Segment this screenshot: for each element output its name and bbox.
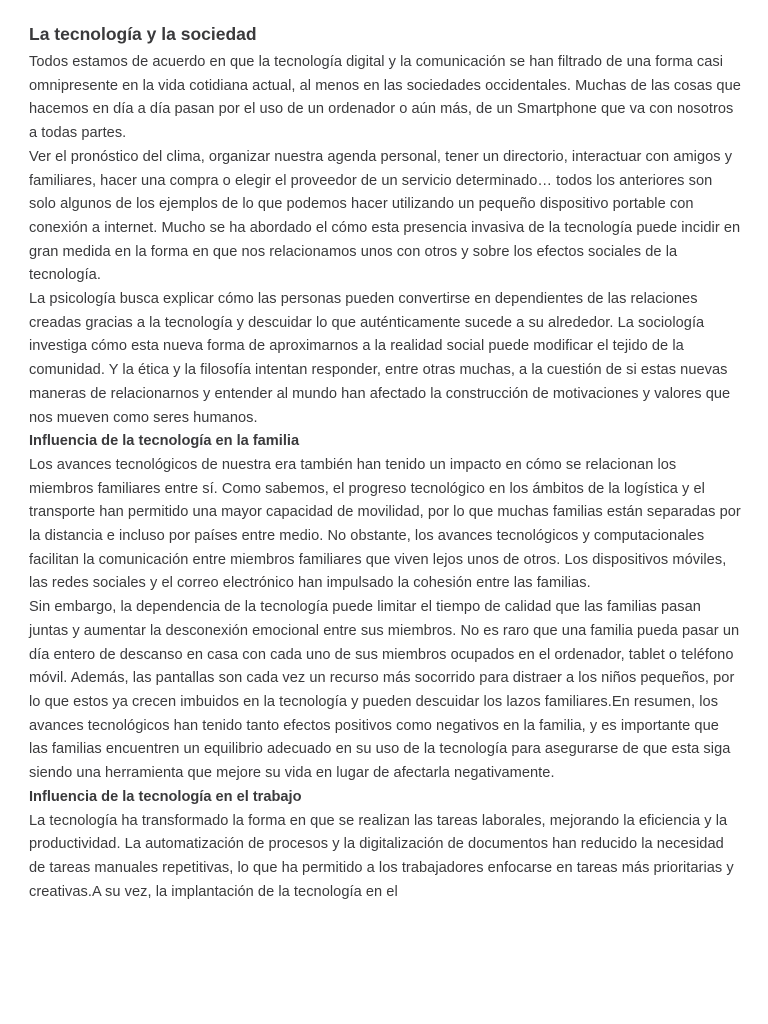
paragraph-work: La tecnología ha transformado la forma en que se realizan las tareas laborales, mejorando la eficiencia y la productividad. La automatización de procesos y la digitalización de documentos han reducido la necesidad de tareas manuales repetitivas, lo que ha permitido a los trabajadores enfocarse en tareas más prioritarias y creativas.A su vez, la implantación de la tecnología en el bbox=[29, 812, 734, 900]
paragraph-family-dependence: Sin embargo, la dependencia de la tecnología puede limitar el tiempo de calidad que las familias pasan juntas y aumentar la desconexión emocional entre sus miembros. No es raro que una familia pueda pasar un día entero de descanso en casa con cada uno de sus miembros ocupados en el ordenador, tablet o teléfono móvil. Además, las pantallas son cada vez un recurso más socorrido para distraer a los niños pequeños, por lo que estos ya crecen imbuidos en la tecnología y pueden descuidar los lazos familiares.En resumen, los avances tecnológicos han tenido tanto efectos positivos como negativos en la familia, y es importante que las familias encuentren un equilibrio adecuado en su uso de la tecnología para asegurarse de que esta siga siendo una herramienta que mejore su vida en lugar de afectarla negativamente. bbox=[29, 599, 740, 782]
section-heading-family: Influencia de la tecnología en la familia bbox=[29, 433, 300, 450]
section-heading-work: Influencia de la tecnología en el trabajo bbox=[29, 788, 302, 805]
article bbox=[29, 20, 741, 904]
paragraph-examples: Ver el pronóstico del clima, organizar nuestra agenda personal, tener un directorio, interactuar con amigos y familiares, hacer una compra o elegir el proveedor de un servicio determinado… todos los anteriores son solo algunos de los ejemplos de lo que podemos hacer utilizando un pequeño dispositivo portable con conexión a internet. Mucho se ha abordado el cómo esta presencia invasiva de la tecnología puede incidir en gran medida en la forma en que nos relacionamos unos con otros y sobre los efectos sociales de la tecnología. bbox=[29, 148, 741, 284]
paragraph-intro: Todos estamos de acuerdo en que la tecnología digital y la comunicación se han filtrado de una forma casi omnipresente en la vida cotidiana actual, al menos en las sociedades occidentales. Muchas de las cosas que hacemos en día a día pasan por el uso de un ordenador o aún más, de un Smartphone que va con nosotros a todas partes. bbox=[29, 54, 741, 142]
article-title: La tecnología y la sociedad bbox=[29, 24, 257, 44]
paragraph-family-advances: Los avances tecnológicos de nuestra era también han tenido un impacto en cómo se relacionan los miembros familiares entre sí. Como sabemos, el progreso tecnológico en los ámbitos de la logística y el transporte han permitido una mayor capacidad de movilidad, por lo que muchas familias están separadas por la distancia e incluso por países entre medio. No obstante, los avances tecnológicos y computacionales facilitan la comunicación entre miembros familiares que viven lejos unos de otros. Los dispositivos móviles, las redes sociales y el correo electrónico han impulsado la cohesión entre las familias. bbox=[29, 456, 741, 592]
paragraph-disciplines: La psicología busca explicar cómo las personas pueden convertirse en dependientes de las relaciones creadas gracias a la tecnología y descuidar lo que auténticamente sucede a su alrededor. La sociología investiga cómo esta nueva forma de aproximarnos a la realidad social puede modificar el tejido de la comunidad. Y la ética y la filosofía intentan responder, entre otras muchas, a la cuestión de si estas nuevas maneras de relacionarnos y entender al mundo han afectado la construcción de motivaciones y valores que nos mueven como seres humanos. bbox=[29, 291, 731, 426]
